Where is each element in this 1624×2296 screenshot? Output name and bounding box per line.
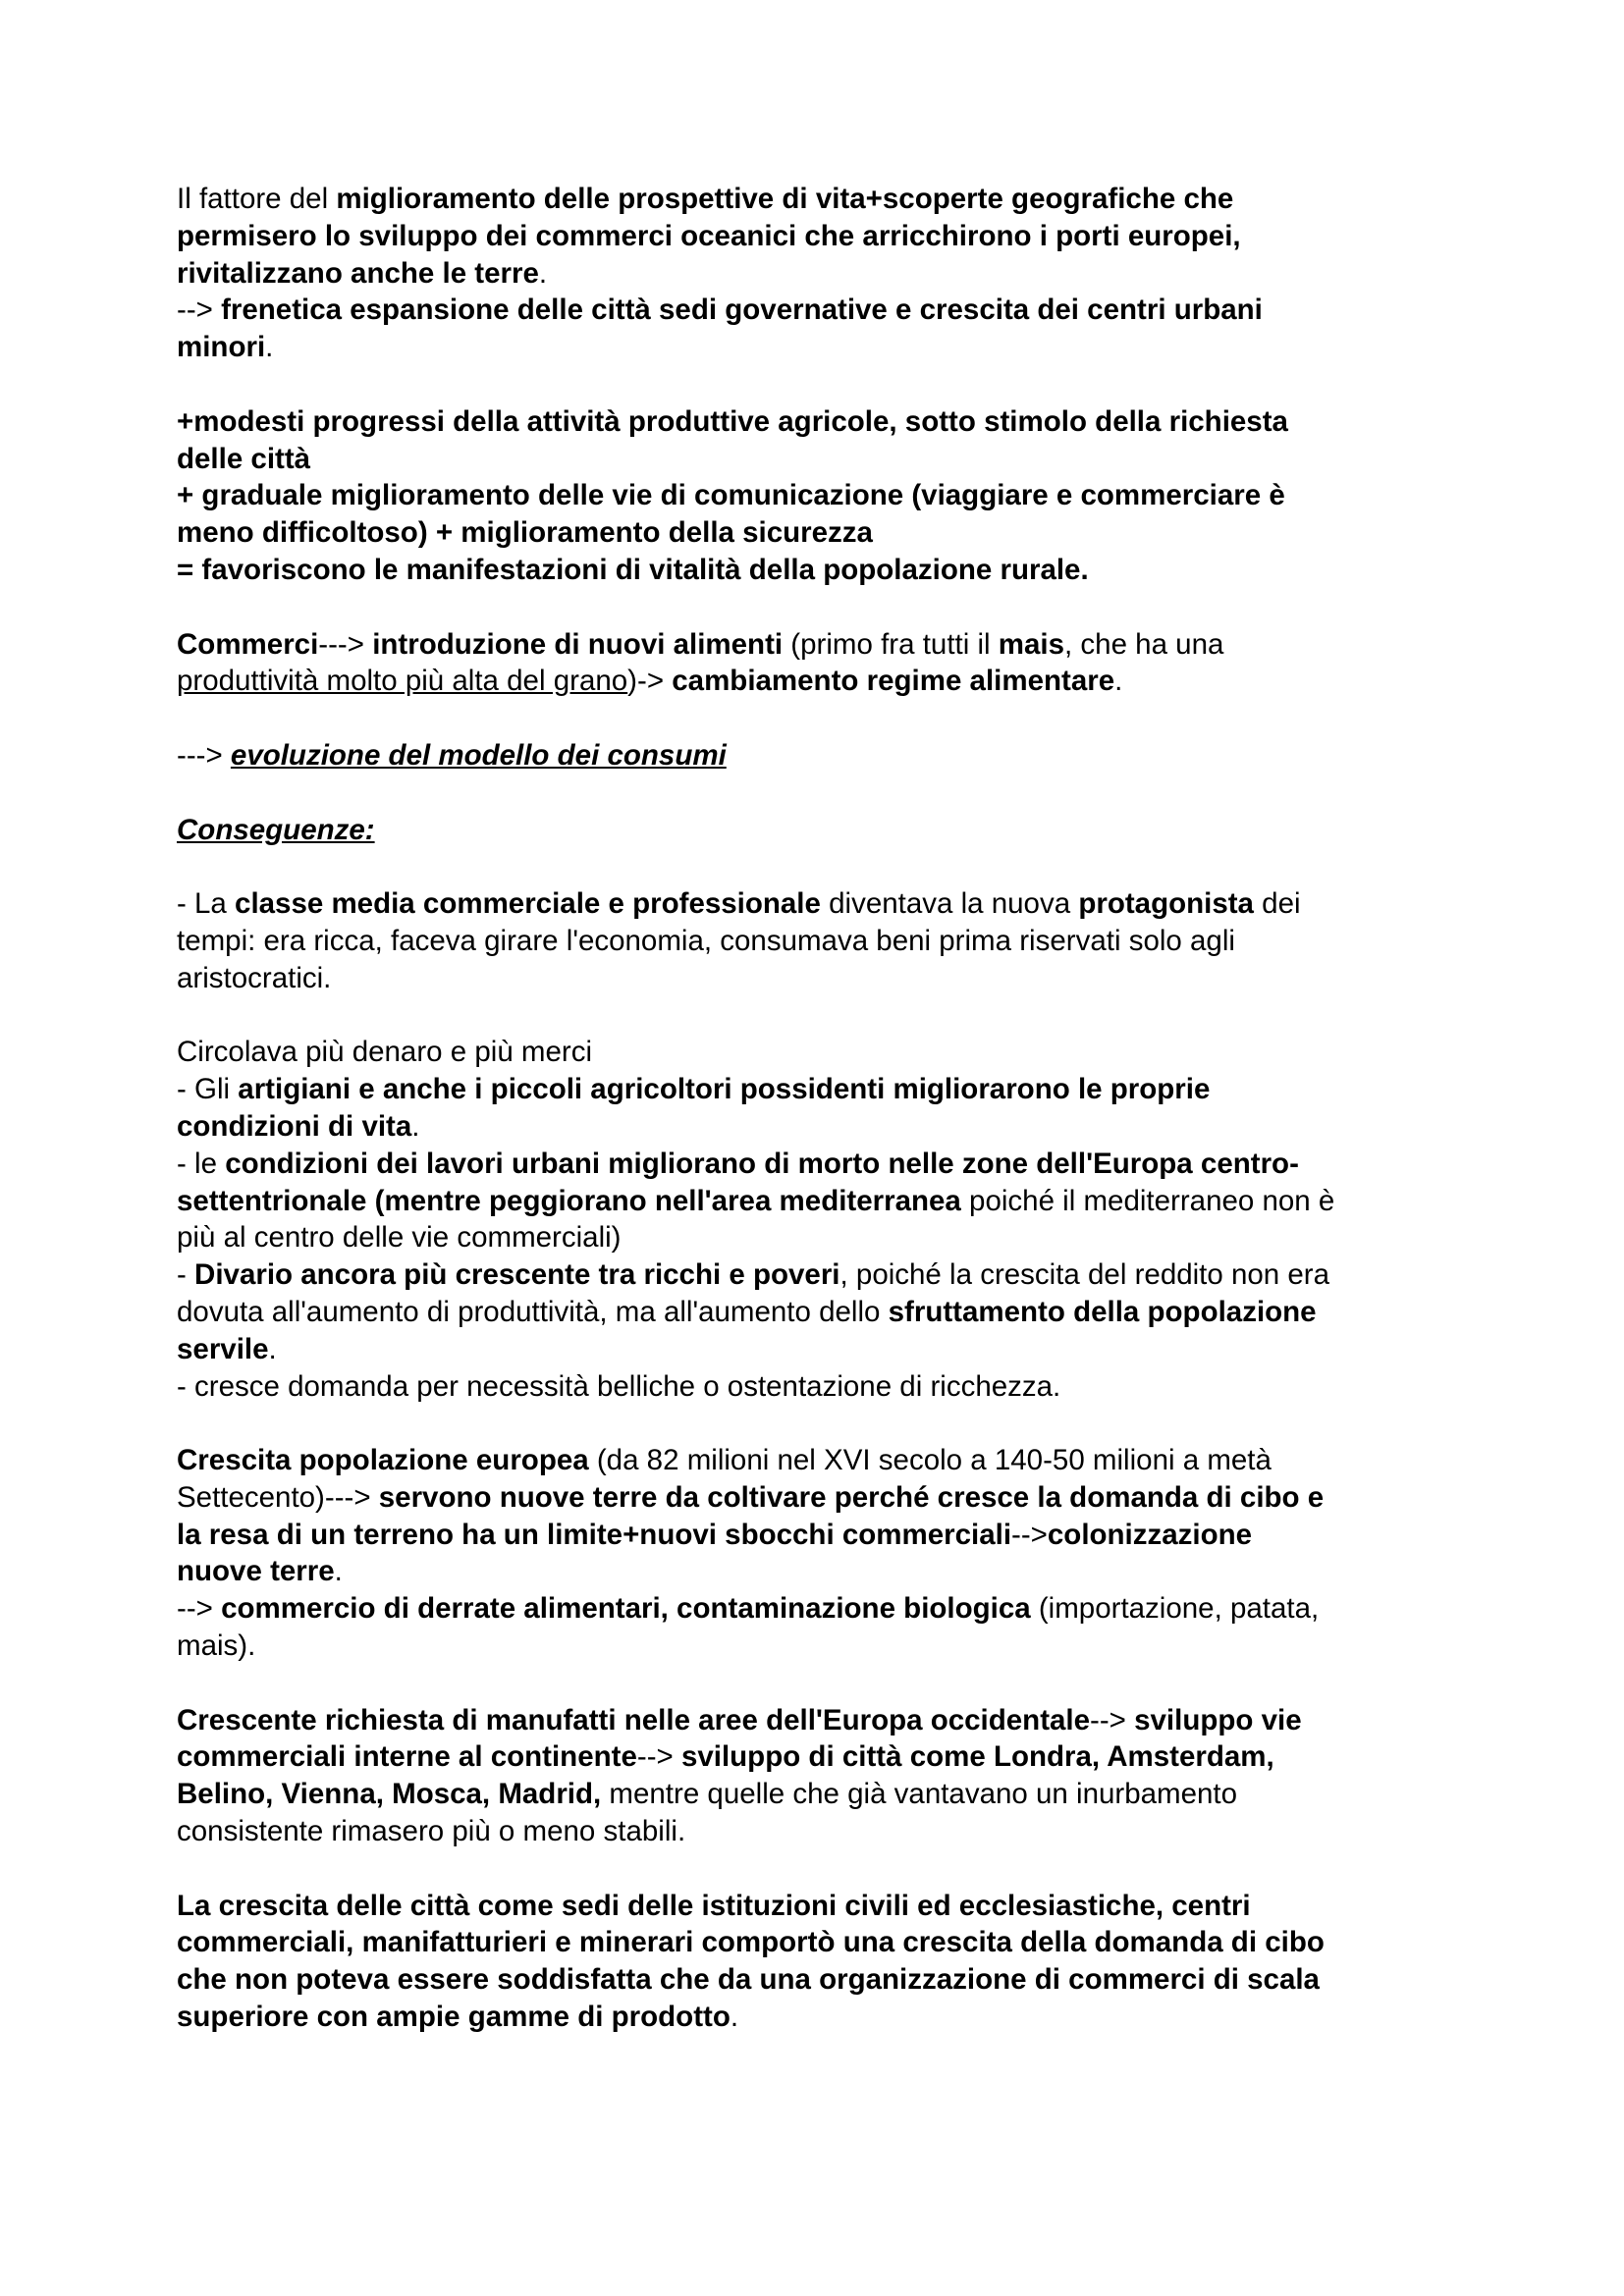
paragraph-line: [177, 1108, 1483, 1146]
bold-text-run: artigiani e anche i piccoli agricoltori possidenti migliorarono le proprie: [238, 1073, 1211, 1106]
text-run: .: [265, 331, 274, 364]
paragraph-line: [177, 1442, 1483, 1479]
text-run: .: [268, 1332, 277, 1365]
bold-text-run: sfruttamento della popolazione: [888, 1295, 1317, 1328]
text-run: dovuta all'aumento di produttività, ma all'aumento dello: [177, 1295, 889, 1328]
bold-text-run: introduzione di nuovi alimenti: [372, 627, 784, 661]
bold-text-run: protagonista: [1078, 887, 1254, 921]
bold-text-run: +modesti progressi della attività produttive agricole, sotto stimolo della richiesta: [177, 404, 1288, 438]
paragraph-line: [177, 1553, 1483, 1590]
paragraph-line: [177, 1999, 1483, 2036]
text-run: (da 82 milioni nel XVI secolo a 140-50 milioni a metà: [588, 1444, 1272, 1477]
bold-text-run: commercio di derrate alimentari, contaminazione biologica: [221, 1592, 1031, 1626]
text-run: .: [411, 1109, 420, 1143]
paragraph-line: [177, 477, 1483, 514]
paragraph-line: [177, 1183, 1483, 1220]
text-run: più al centro delle vie commerciali): [177, 1221, 622, 1255]
paragraph-line: [177, 1331, 1483, 1368]
text-run: mentre quelle che già vantavano un inurbamento: [601, 1778, 1238, 1811]
bold-text-run: Belino, Vienna, Mosca, Madrid,: [177, 1778, 602, 1811]
paragraph-line: [177, 1219, 1483, 1256]
text-run: mais).: [177, 1629, 256, 1663]
bold-text-run: (mentre peggiorano nell'area mediterranea: [366, 1184, 961, 1217]
bold-text-run: permisero lo sviluppo dei commerci oceanici che arricchirono i porti europei,: [177, 219, 1241, 252]
text-run: poiché il mediterraneo non è: [960, 1184, 1335, 1217]
document-page: [177, 181, 1483, 2036]
paragraph-2: [177, 403, 1483, 589]
text-run: - La: [177, 887, 236, 921]
paragraph-3: [177, 626, 1483, 701]
text-run: Circolava più denaro e più merci: [177, 1036, 593, 1069]
bold-text-run: commerciali interne al continente: [177, 1740, 637, 1774]
paragraph-10: [177, 1888, 1483, 2036]
bold-text-run: sviluppo vie: [1134, 1703, 1302, 1736]
paragraph-line: [177, 441, 1483, 478]
text-run: -->: [1011, 1518, 1048, 1551]
bold-text-run: condizioni di vita: [177, 1109, 412, 1143]
paragraph-line: [177, 1702, 1483, 1739]
paragraph-line: [177, 1813, 1483, 1850]
paragraph-line: [177, 1776, 1483, 1813]
bold-text-run: nuove terre: [177, 1555, 335, 1588]
paragraph-line: [177, 1628, 1483, 1665]
bold-text-run: servile: [177, 1332, 269, 1365]
paragraph-6: [177, 885, 1483, 996]
text-run: .: [730, 2001, 739, 2034]
bold-text-run: Commerci: [177, 627, 319, 661]
paragraph-line: [177, 514, 1483, 552]
paragraph-line: [177, 1368, 1483, 1406]
paragraph-line: [177, 960, 1483, 997]
paragraph-line: [177, 1924, 1483, 1961]
text-run: , che ha una: [1064, 627, 1224, 661]
paragraph-line: [177, 1738, 1483, 1776]
text-run: --->: [177, 738, 231, 772]
text-run: -->: [177, 1592, 222, 1626]
bold-text-run: miglioramento delle prospettive di vita+scoperte geografiche che: [336, 183, 1234, 215]
underlined-text-run: produttività molto più alta del grano: [177, 665, 628, 698]
bold-text-run: servono nuove terre da coltivare perché cresce la domanda di cibo e: [378, 1480, 1325, 1514]
heading-emphasis: Conseguenze:: [177, 813, 375, 846]
bold-text-run: rivitalizzano anche le terre: [177, 256, 539, 290]
paragraph-line: [177, 218, 1483, 255]
bold-text-run: superiore con ampie gamme di prodotto: [177, 2001, 731, 2034]
text-run: -: [177, 1258, 195, 1292]
bold-text-run: settentrionale: [177, 1184, 367, 1217]
paragraph-line: [177, 255, 1483, 293]
paragraph-line: [177, 885, 1483, 923]
text-run: - Gli: [177, 1073, 239, 1106]
bold-text-run: La crescita delle città come sedi delle istituzioni civili ed ecclesiastiche, centri: [177, 1889, 1251, 1922]
text-run: -->: [636, 1740, 681, 1774]
text-run: - le: [177, 1147, 226, 1180]
paragraph-line: [177, 1961, 1483, 1999]
text-run: consistente rimasero più o meno stabili.: [177, 1815, 686, 1848]
text-run: , poiché la crescita del reddito non era: [839, 1258, 1330, 1292]
text-run: dei: [1253, 887, 1301, 921]
text-run: -->: [1090, 1703, 1135, 1736]
paragraph-line: [177, 1517, 1483, 1554]
paragraph-line: [177, 552, 1483, 589]
paragraph-line: [177, 1294, 1483, 1331]
text-run: (importazione, patata,: [1030, 1592, 1320, 1626]
text-run: )->: [627, 665, 673, 698]
text-run: -->: [177, 294, 222, 327]
paragraph-line: [177, 626, 1483, 664]
paragraph-line: [177, 1590, 1483, 1628]
bold-text-run: sviluppo di città come Londra, Amsterdam,: [680, 1740, 1274, 1774]
bold-text-run: mais: [998, 627, 1065, 661]
text-run: .: [1114, 665, 1123, 698]
text-run: --->: [318, 627, 373, 661]
paragraph-line: [177, 1146, 1483, 1183]
bold-text-run: minori: [177, 331, 266, 364]
paragraph-line: [177, 181, 1483, 218]
paragraph-4: [177, 737, 1483, 774]
bold-text-run: + graduale miglioramento delle vie di comunicazione (viaggiare e commerciare è: [177, 479, 1285, 512]
text-run: Settecento)--->: [177, 1480, 379, 1514]
bold-text-run: = favoriscono le manifestazioni di vitalità della popolazione rurale.: [177, 553, 1089, 586]
paragraph-line: [177, 292, 1483, 329]
paragraph-line: [177, 1034, 1483, 1071]
text-run: Il fattore del: [177, 183, 337, 215]
paragraph-9: [177, 1702, 1483, 1850]
paragraph-5: [177, 812, 1483, 849]
text-run: aristocratici.: [177, 961, 332, 994]
bold-text-run: Crescita popolazione europea: [177, 1444, 589, 1477]
paragraph-8: [177, 1442, 1483, 1665]
bold-text-run: meno difficoltoso) + miglioramento della sicurezza: [177, 516, 873, 550]
paragraph-line: [177, 1888, 1483, 1925]
paragraph-line: [177, 1256, 1483, 1294]
bold-text-run: colonizzazione: [1047, 1518, 1253, 1551]
text-run: - cresce domanda per necessità belliche o ostentazione di ricchezza.: [177, 1369, 1061, 1403]
text-run: .: [538, 256, 548, 290]
bold-text-run: frenetica espansione delle città sedi governative e crescita dei centri urbani: [221, 294, 1263, 327]
paragraph-line: [177, 1071, 1483, 1108]
text-run: (primo fra tutti il: [783, 627, 999, 661]
bold-text-run: condizioni dei lavori urbani migliorano di morto nelle zone dell'Europa centro-: [225, 1147, 1299, 1180]
paragraph-line: [177, 923, 1483, 960]
paragraph-line: [177, 737, 1483, 774]
bold-text-run: delle città: [177, 442, 311, 475]
heading-emphasis: evoluzione del modello dei consumi: [230, 738, 727, 772]
bold-text-run: classe media commerciale e professionale: [235, 887, 821, 921]
text-run: tempi: era ricca, faceva girare l'economia, consumava beni prima riservati solo agli: [177, 924, 1235, 957]
bold-text-run: la resa di un terreno ha un limite+nuovi sbocchi commerciali: [177, 1518, 1012, 1551]
bold-text-run: cambiamento regime alimentare: [672, 665, 1115, 698]
section-heading: [177, 812, 1483, 849]
paragraph-line: [177, 403, 1483, 441]
paragraph-line: [177, 329, 1483, 366]
bold-text-run: commerciali, manifatturieri e minerari comportò una crescita della domanda di cibo: [177, 1926, 1325, 1959]
paragraph-line: [177, 663, 1483, 700]
paragraph-line: [177, 1479, 1483, 1517]
paragraph-7: [177, 1034, 1483, 1405]
paragraph-1: [177, 181, 1483, 366]
text-run: .: [334, 1555, 343, 1588]
bold-text-run: Divario ancora più crescente tra ricchi e poveri: [194, 1258, 840, 1292]
bold-text-run: che non poteva essere soddisfatta che da una organizzazione di commerci di scala: [177, 1963, 1320, 1997]
text-run: diventava la nuova: [820, 887, 1079, 921]
bold-text-run: Crescente richiesta di manufatti nelle aree dell'Europa occidentale: [177, 1703, 1091, 1736]
